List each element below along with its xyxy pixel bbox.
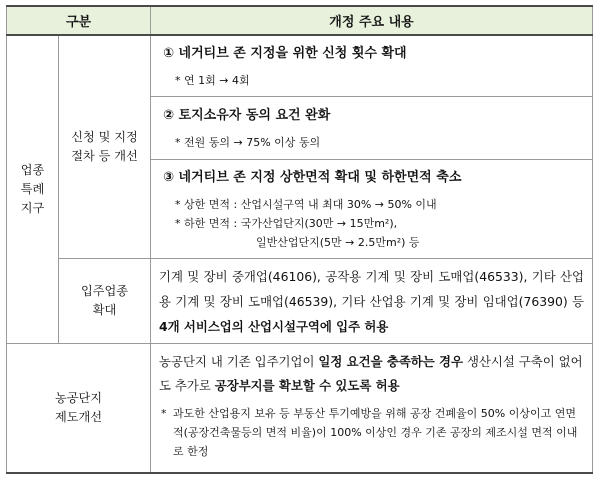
item-note: * 전원 동의 → 75% 이상 동의 [175,136,321,149]
agri-content [151,344,593,474]
header-main-content: 개정 주요 내용 [151,6,593,35]
reform-table [6,5,593,474]
item-heading: ② 토지소유자 동의 요건 완화 [163,108,331,123]
procedure-item-2 [151,97,593,160]
table-header-row [7,6,593,35]
tenant-text-bold: 4개 서비스업의 산업시설구역에 입주 허용 [159,318,389,334]
agri-text: 생산시설 구축이 없어도 추가로 [159,354,583,393]
item-heading: ③ 네거티브 존 지정 상한면적 확대 및 하한면적 축소 [163,170,462,185]
item-note: * 상한 면적 : 산업시설구역 내 최대 30% → 50% 이내 [175,198,437,211]
item-note: * 연 1회 → 4회 [175,74,250,87]
procedure-item-3 [151,160,593,259]
procedure-label: 신청 및 지정 절차 등 개선 [59,35,151,259]
item-heading: ① 네거티브 존 지정을 위한 신청 횟수 확대 [163,46,407,61]
tenant-text: 기계 및 장비 중개업(46106), 공작용 기계 및 장비 도매업(46533), 기타 산업용 기계 및 장비 도매업(46539), 기타 산업용 기계 및 장비 임대업(76390) 등 [159,268,584,309]
agri-label: 농공단지 제도개선 [7,344,151,474]
tenant-content [151,259,593,344]
item-note: 일반산업단지(5만 → 2.5만m²) 등 [256,236,420,249]
header-category: 구분 [7,6,151,35]
zone-label: 업종 특례 지구 [7,35,59,344]
agri-text-bold: 일정 요건을 충족하는 경우 [318,354,463,369]
agri-text-bold: 공장부지를 확보할 수 있도록 허용 [214,378,400,393]
item-note: * 하한 면적 : 국가산업단지(30만 → 15만m²), [175,217,398,230]
agri-text: 농공단지 내 기존 입주기업이 [159,354,319,369]
table-row [7,344,593,474]
procedure-item-1 [151,35,593,97]
tenant-label: 입주업종 확대 [59,259,151,344]
table-row [7,259,593,344]
table-row [7,35,593,97]
agri-note: * 과도한 산업용지 보유 등 부동산 투기예방을 위해 공장 건폐율이 50% 이상이고 연면적(공장건축물등의 면적 비율)이 100% 이상인 경우 기존 공장의 제조시설 면적 이내로 한정 [161,407,578,458]
